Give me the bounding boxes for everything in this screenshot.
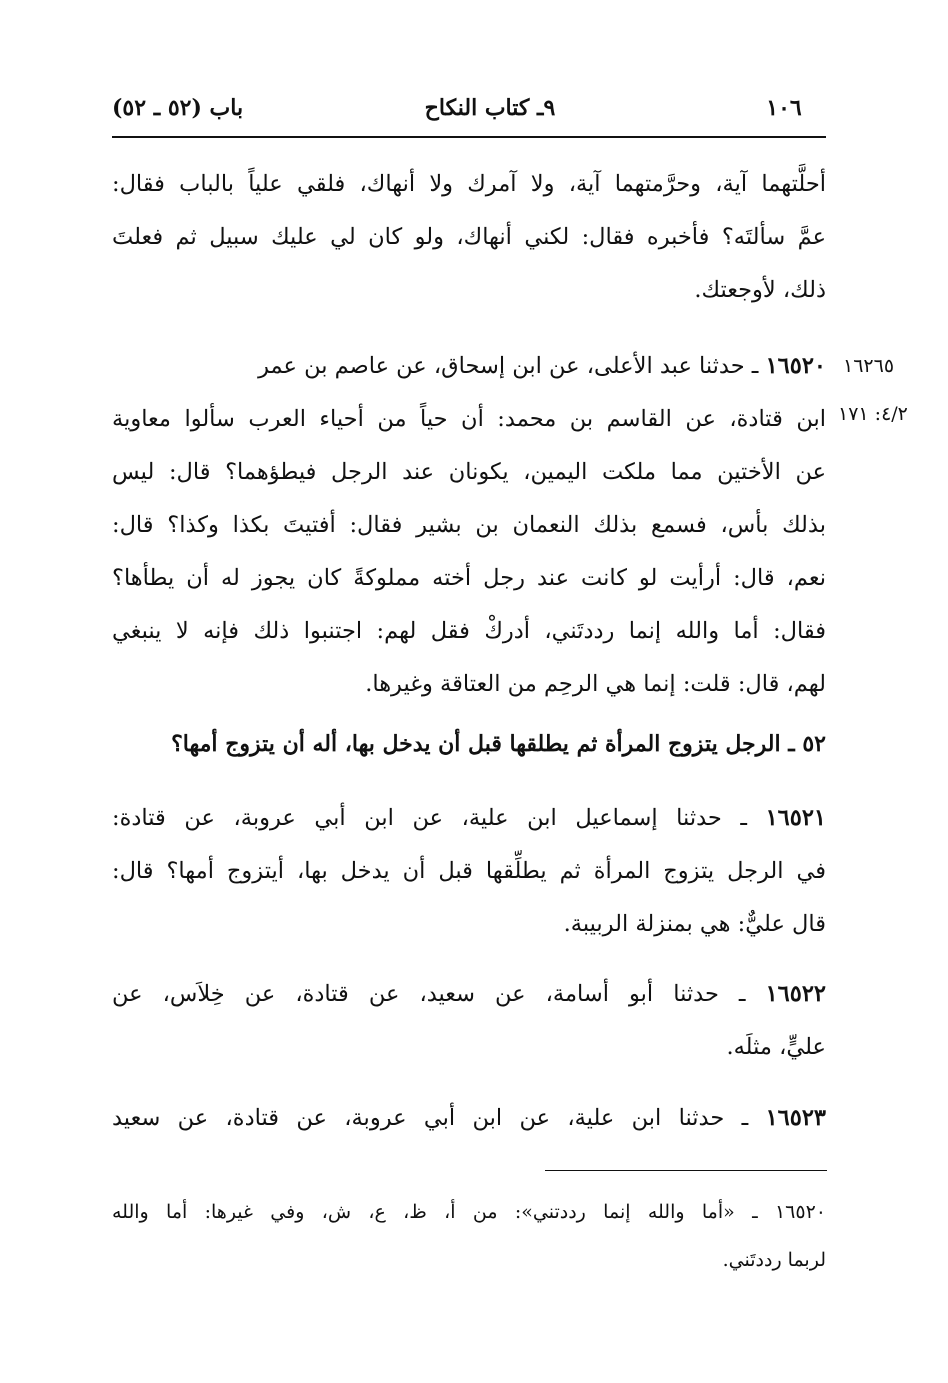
text-line xyxy=(112,968,826,1021)
hadith-16520 xyxy=(112,340,826,711)
hadith-number: ١٦٥٢١ xyxy=(765,805,826,831)
intro-paragraph xyxy=(112,158,826,317)
text-line xyxy=(112,1092,826,1145)
text-line: عليٍّ، مثلَه. xyxy=(726,1034,826,1060)
hadith-number: ١٦٥٢٣ xyxy=(765,1105,826,1131)
text-line: قال عليٌّ: هي بمنزلة الربيبة. xyxy=(563,911,826,937)
chapter-heading: ٥٢ ـ الرجل يتزوج المرأة ثم يطلقها قبل أن يدخل بها، أله أن يتزوج أمها؟ xyxy=(171,731,826,757)
hadith-16521 xyxy=(112,792,826,951)
text-line: نعم، قال: أرأيت لو كانت عند رجل أخته مملوكةً كان يجوز له أن يطأها؟ xyxy=(112,565,826,591)
footnote-line: ١٦٥٢٠ ـ «أما والله إنما رددتني»: من أ، ظ، ع، ش، وفي غيرها: أما والله xyxy=(112,1201,826,1223)
hadith-number: ١٦٥٢٢ xyxy=(765,981,826,1007)
margin-note-cross-ref: ١٦٢٦٥ xyxy=(843,355,895,377)
text-line: لهم، قال: قلت: إنما هي الرحِم من العتاقة وغيرها. xyxy=(365,671,826,697)
text-line: بذلك بأس، فسمع بذلك النعمان بن بشير فقال: أفتيتَ بكذا وكذا؟ قال: xyxy=(112,512,826,538)
text-line: ابن قتادة، عن القاسم بن محمد: أن حياً من أحياء العرب سألوا معاوية xyxy=(112,406,826,432)
footnote xyxy=(112,1188,826,1284)
page-number: ١٠٦ xyxy=(766,95,802,121)
text-line xyxy=(112,340,826,393)
text-line: ذلك، لأوجعتك. xyxy=(694,277,826,303)
text-line: فقال: أما والله إنما رددتَني، أدركْ فقل لهم: اجتنبوا ذلك فإنه لا ينبغي xyxy=(112,618,826,644)
footnote-line: لربما رددتَني. xyxy=(722,1249,826,1271)
footnote-rule xyxy=(545,1170,827,1171)
margin-note-volume-page: ٤/٢: ١٧١ xyxy=(838,403,908,425)
text-line: أحلَّتهما آية، وحرَّمتهما آية، ولا آمرك ولا أنهاك، فلقي علياً بالباب فقال: xyxy=(112,171,826,197)
book-title: ٩ـ كتاب النكاح xyxy=(424,95,556,121)
hadith-text: ـ حدثنا إسماعيل ابن علية، عن ابن أبي عروبة، عن قتادة: xyxy=(112,805,747,831)
hadith-text: ـ حدثنا عبد الأعلى، عن ابن إسحاق، عن عاصم بن عمر xyxy=(258,353,759,379)
text-line: عمَّ سألتَه؟ فأخبره فقال: لكني أنهاك، ولو كان لي عليك سبيل ثم فعلتَ xyxy=(112,224,826,250)
hadith-16522 xyxy=(112,968,826,1074)
hadith-number: ١٦٥٢٠ xyxy=(765,353,826,379)
hadith-text: ـ حدثنا أبو أسامة، عن سعيد، عن قتادة، عن خِلاَس، عن xyxy=(112,981,746,1007)
chapter-range: باب (٥٢ ـ ٥٢) xyxy=(112,95,244,121)
hadith-16523 xyxy=(112,1092,826,1145)
header-rule xyxy=(112,136,826,138)
text-line xyxy=(112,792,826,845)
text-line: عن الأختين مما ملكت اليمين، يكونان عند الرجل فيطؤهما؟ قال: ليس xyxy=(112,459,826,485)
hadith-text: ـ حدثنا ابن علية، عن ابن أبي عروبة، عن قتادة، عن سعيد xyxy=(112,1105,749,1131)
text-line: في الرجل يتزوج المرأة ثم يطلِّقها قبل أن يدخل بها، أيتزوج أمها؟ قال: xyxy=(112,858,826,884)
